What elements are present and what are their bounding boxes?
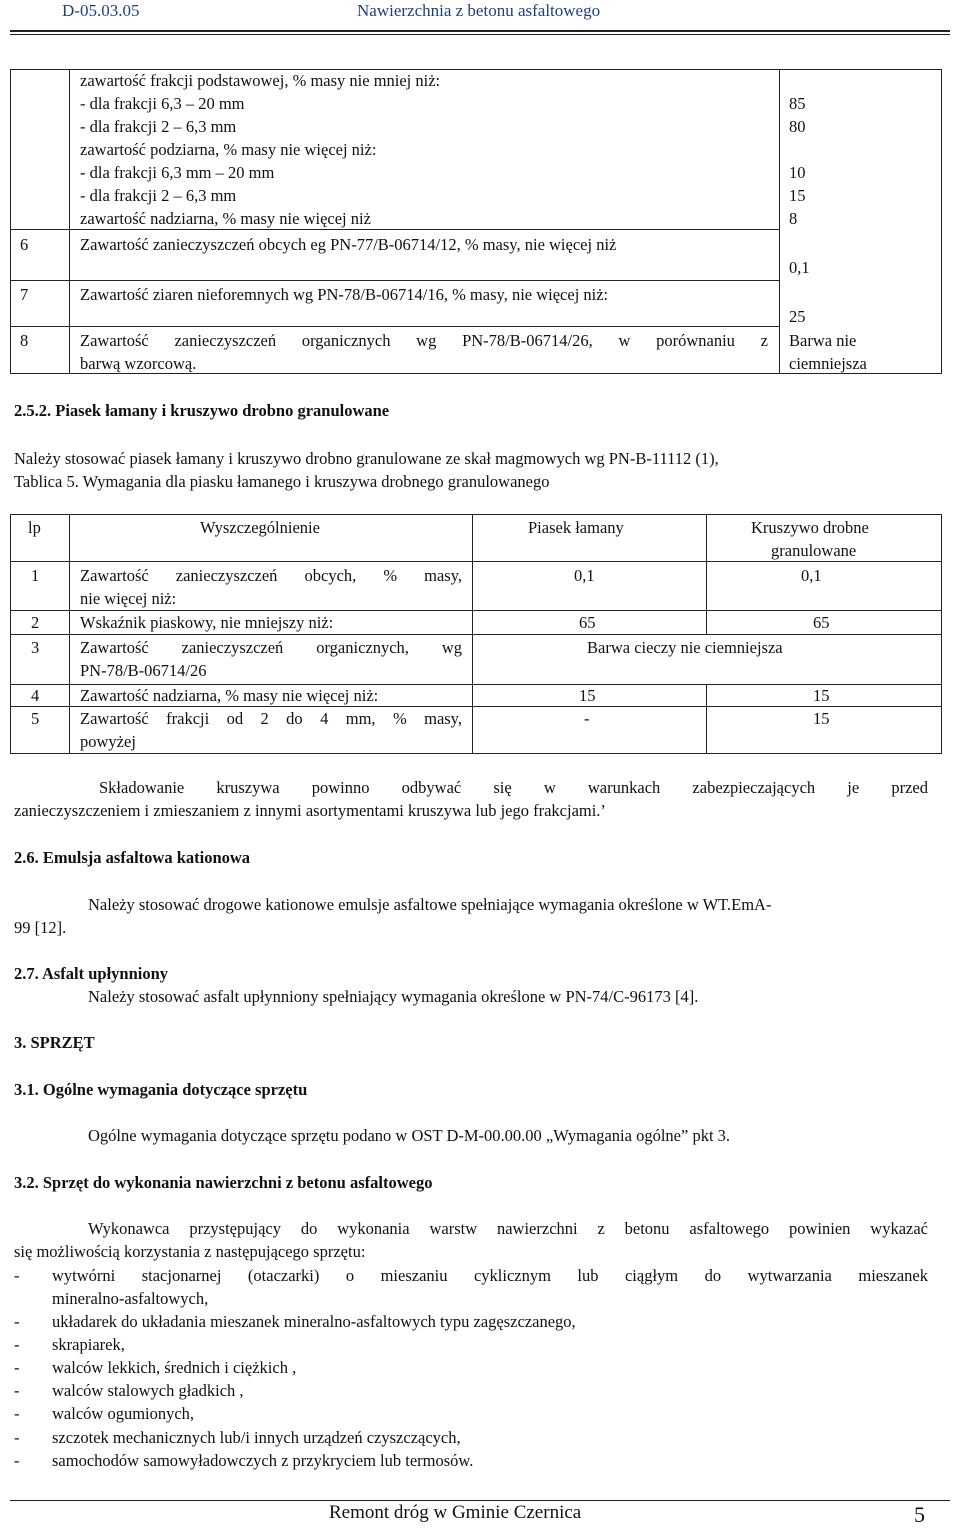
- table-cell: Zawartość frakcji od 2 do 4 mm, % masy,: [80, 709, 462, 728]
- paragraph-line: zanieczyszczeniem i zmieszaniem z innymi asortymentami kruszywa lub jego frakcjami.’: [14, 801, 606, 820]
- list-item: wytwórni stacjonarnej (otaczarki) o mieszaniu cyklicznym lub ciągłym do wytwarzania mieszanek: [52, 1266, 928, 1285]
- paragraph-line: Należy stosować drogowe kationowe emulsje asfaltowe spełniające wymagania określone w WT.EmA-: [88, 895, 772, 914]
- list-item: układarek do układania mieszanek mineralno-asfaltowych typu zagęszczanego,: [52, 1312, 576, 1331]
- column-header: lp: [28, 518, 41, 537]
- table-value: 65: [579, 613, 596, 632]
- list-item: samochodów samowyładowczych z przykryciem lub termosów.: [52, 1451, 474, 1470]
- paragraph-line: Ogólne wymagania dotyczące sprzętu podano w OST D-M-00.00.00 „Wymagania ogólne” pkt 3.: [88, 1126, 731, 1145]
- section-heading: 2.7. Asfalt upłynniony: [14, 964, 169, 983]
- document-code: D-05.03.05: [62, 1, 140, 20]
- paragraph-line: Wykonawca przystępujący do wykonania warstw nawierzchni z betonu asfaltowego powinien wykazać: [88, 1219, 928, 1238]
- table-caption: Tablica 5. Wymagania dla piasku łamanego i kruszywa drobnego granulowanego: [14, 472, 550, 491]
- page-header: [0, 0, 960, 32]
- table-cell: Zawartość zanieczyszczeń organicznych wg PN-78/B-06714/26, w porównaniu z: [80, 331, 768, 350]
- table-value: 10: [789, 163, 806, 182]
- table-cell: zawartość nadziarna, % masy nie więcej niż: [80, 209, 371, 228]
- table-value: ciemniejsza: [789, 354, 867, 373]
- footer-rule: [10, 1500, 950, 1501]
- table-value: 0,1: [574, 566, 595, 585]
- table-value: Barwa nie: [789, 331, 857, 350]
- sand-requirements-table: [10, 514, 942, 754]
- table-cell: Zawartość zanieczyszczeń obcych eg PN-77/B-06714/12, % masy, nie więcej niż: [80, 235, 617, 254]
- list-bullet: -: [14, 1358, 20, 1377]
- table-cell: - dla frakcji 6,3 – 20 mm: [80, 94, 245, 113]
- table-cell: - dla frakcji 6,3 mm – 20 mm: [80, 163, 275, 182]
- paragraph-line: Należy stosować piasek łamany i kruszywo drobno granulowane ze skał magmowych wg PN-B-11112 (1),: [14, 449, 719, 468]
- header-rule-thin: [10, 34, 950, 35]
- list-bullet: -: [14, 1404, 20, 1423]
- table-value: 0,1: [801, 566, 822, 585]
- table-cell: Zawartość zanieczyszczeń organicznych, wg: [80, 638, 462, 657]
- table-cell: Wskaźnik piaskowy, nie mniejszy niż:: [80, 613, 334, 632]
- paragraph-line: Składowanie kruszywa powinno odbywać się w warunkach zabezpieczających je przed: [99, 778, 928, 797]
- list-bullet: -: [14, 1451, 20, 1470]
- list-item: skrapiarek,: [52, 1335, 125, 1354]
- row-number: 5: [31, 709, 40, 728]
- table-cell: Zawartość ziaren nieforemnych wg PN-78/B-06714/16, % masy, nie więcej niż:: [80, 285, 609, 304]
- table-cell: Zawartość nadziarna, % masy nie więcej niż:: [80, 686, 379, 705]
- table-value: 25: [789, 307, 806, 326]
- column-header: Wyszczególnienie: [200, 518, 320, 537]
- paragraph-line: 99 [12].: [14, 918, 67, 937]
- table-cell: - dla frakcji 2 – 6,3 mm: [80, 117, 237, 136]
- row-number: 7: [20, 285, 29, 304]
- paragraph-line: Należy stosować asfalt upłynniony spełniający wymagania określone w PN-74/C-96173 [4].: [88, 987, 699, 1006]
- chapter-heading: 3. SPRZĘT: [14, 1033, 95, 1052]
- table-value: 0,1: [789, 258, 810, 277]
- table-value: 65: [813, 613, 830, 632]
- section-heading: 2.5.2. Piasek łamany i kruszywo drobno granulowane: [14, 401, 390, 420]
- table-cell: zawartość frakcji podstawowej, % masy nie mniej niż:: [80, 71, 441, 90]
- section-heading: 3.2. Sprzęt do wykonania nawierzchni z betonu asfaltowego: [14, 1173, 433, 1192]
- list-bullet: -: [14, 1266, 20, 1285]
- list-bullet: -: [14, 1381, 20, 1400]
- merged-cell: Barwa cieczy nie ciemniejsza: [587, 638, 783, 657]
- page-number: 5: [914, 1502, 925, 1527]
- list-item: walców ogumionych,: [52, 1404, 195, 1423]
- row-number: 4: [31, 686, 40, 705]
- table-cell: - dla frakcji 2 – 6,3 mm: [80, 186, 237, 205]
- section-heading: 3.1. Ogólne wymagania dotyczące sprzętu: [14, 1080, 308, 1099]
- row-number: 1: [31, 566, 40, 585]
- table-cell: barwą wzorcową.: [80, 354, 197, 373]
- table-cell: zawartość podziarna, % masy nie więcej niż:: [80, 140, 377, 159]
- table-value: -: [584, 709, 590, 728]
- aggregate-requirements-table: [10, 69, 942, 374]
- list-item: walców lekkich, średnich i ciężkich ,: [52, 1358, 297, 1377]
- row-number: 8: [20, 331, 29, 350]
- table-cell: nie więcej niż:: [80, 589, 177, 608]
- table-value: 85: [789, 94, 806, 113]
- table-cell: Zawartość zanieczyszczeń obcych, % masy,: [80, 566, 462, 585]
- list-item: szczotek mechanicznych lub/i innych urządzeń czyszczących,: [52, 1428, 461, 1447]
- header-rule: [10, 30, 950, 32]
- column-header: Piasek łamany: [528, 518, 624, 537]
- row-number: 6: [20, 235, 29, 254]
- footer-text: Remont dróg w Gminie Czernica: [329, 1502, 582, 1523]
- column-header: granulowane: [771, 541, 857, 560]
- paragraph-line: się możliwością korzystania z następującego sprzętu:: [14, 1242, 366, 1261]
- column-header: Kruszywo drobne: [751, 518, 869, 537]
- document-title: Nawierzchnia z betonu asfaltowego: [357, 1, 601, 20]
- list-bullet: -: [14, 1312, 20, 1331]
- table-value: 8: [789, 209, 798, 228]
- section-heading: 2.6. Emulsja asfaltowa kationowa: [14, 848, 251, 867]
- list-item: walców stalowych gładkich ,: [52, 1381, 244, 1400]
- row-number: 3: [31, 638, 40, 657]
- row-number: 2: [31, 613, 40, 632]
- table-value: 15: [813, 709, 830, 728]
- table-cell: PN-78/B-06714/26: [80, 661, 207, 680]
- table-value: 80: [789, 117, 806, 136]
- table-value: 15: [579, 686, 596, 705]
- list-bullet: -: [14, 1335, 20, 1354]
- table-cell: powyżej: [80, 732, 136, 751]
- table-value: 15: [789, 186, 806, 205]
- list-bullet: -: [14, 1428, 20, 1447]
- table-value: 15: [813, 686, 830, 705]
- list-item-continuation: mineralno-asfaltowych,: [52, 1289, 209, 1308]
